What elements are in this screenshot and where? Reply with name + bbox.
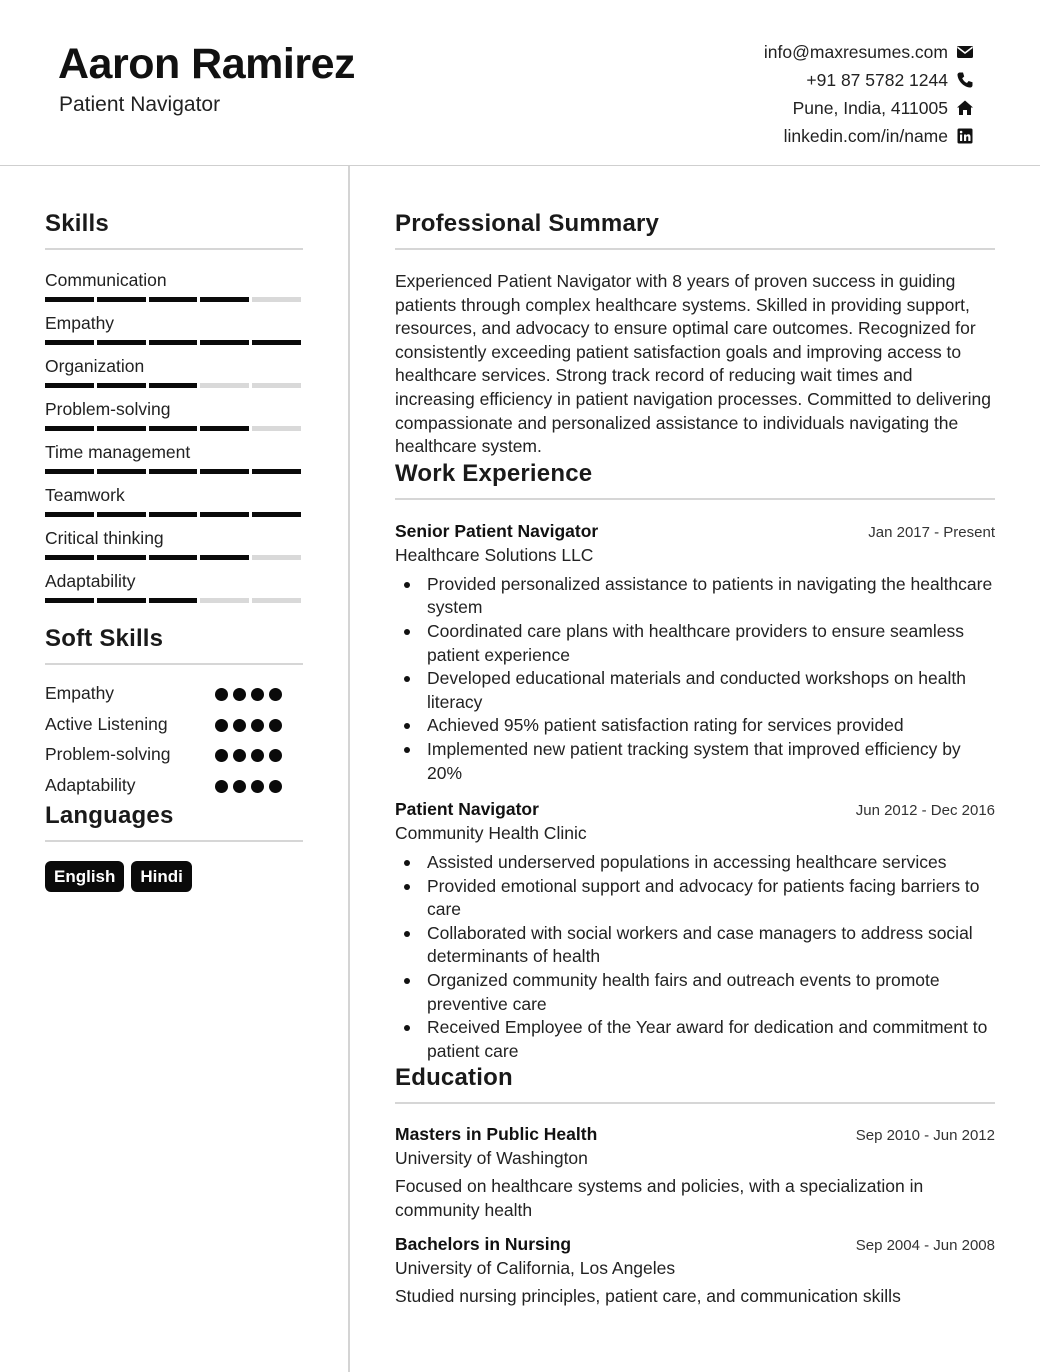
contact-phone-text: +91 87 5782 1244 [806,69,948,90]
rating-dot [233,688,246,701]
rating-dot [251,749,264,762]
rating-dot [233,749,246,762]
education-description: Studied nursing principles, patient care, and communication skills [395,1285,901,1306]
skill-level-segment [252,512,301,517]
experience-list [395,521,995,1064]
skill-level-segment [45,598,94,603]
job-bullet: Coordinated care plans with healthcare providers to ensure seamless patient experience [427,620,995,667]
main-content [395,210,995,1308]
soft-skill-name: Adaptability [45,774,136,795]
skill-level-segment [97,598,146,603]
job-role: Senior Patient Navigator [395,520,599,541]
job-entry [395,799,995,1063]
soft-skill-rating [215,749,295,763]
job-bullet: Organized community health fairs and outreach events to promote preventive care [427,969,995,1016]
rating-dot [251,780,264,793]
skill-level-segment [200,340,249,345]
phone-icon [956,71,974,89]
language-tag: English [45,861,124,892]
contact-address-text: Pune, India, 411005 [792,97,948,118]
skill-level-segment [45,297,94,302]
skill-level-segment [252,426,301,431]
skill-level-bar [45,555,301,560]
soft-skills-heading: Soft Skills [45,625,303,665]
rating-dot [269,688,282,701]
skill-level-bar [45,598,301,603]
skills-list [45,269,303,613]
job-bullet: Developed educational materials and conducted workshops on health literacy [427,667,995,714]
skill-level-segment [97,555,146,560]
skill-name: Time management [45,442,191,462]
soft-skill-rating [215,688,295,702]
skill-level-bar [45,469,301,474]
skill-name: Adaptability [45,571,136,591]
skill-level-segment [252,383,301,388]
job-bullet: Provided personalized assistance to patients in navigating the healthcare system [427,573,995,620]
skill-item [45,570,303,613]
skills-heading: Skills [45,210,303,250]
skill-item [45,441,303,484]
skill-level-segment [45,383,94,388]
rating-dot [215,719,228,732]
soft-skill-name: Active Listening [45,713,168,734]
rating-dot [233,780,246,793]
skill-level-segment [45,426,94,431]
job-bullet: Collaborated with social workers and case managers to address social determinants of health [427,922,995,969]
candidate-name: Aaron Ramirez [58,40,355,88]
rating-dot [215,688,228,701]
summary-text: Experienced Patient Navigator with 8 years of proven success in guiding patients through complex healthcare systems. Skilled in providing support, resources, and advocacy to ensure optimal care outcomes. Recognized for consistently exceeding patient satisfaction goals and improving access to healthcare services. Strong track record of reducing wait times and increasing efficiency in patient navigation processes. Committed to delivering compassionate and personalized assistance to individuals navigating the healthcare system. [395,271,991,457]
education-header [395,1234,995,1255]
rating-dot [233,719,246,732]
skill-level-segment [149,297,198,302]
skill-level-bar [45,426,301,431]
education-entry [395,1234,995,1309]
skill-level-segment [252,555,301,560]
job-header [395,521,995,542]
job-bullet: Assisted underserved populations in accessing healthcare services [427,851,995,875]
skill-level-bar [45,340,301,345]
soft-skill-rating [215,719,295,733]
job-bullet: Achieved 95% patient satisfaction rating for services provided [427,714,995,738]
skill-level-segment [45,469,94,474]
summary-heading: Professional Summary [395,210,995,250]
skill-level-segment [97,297,146,302]
skill-item [45,398,303,441]
soft-skill-item [45,740,303,771]
job-bullet: Provided emotional support and advocacy for patients facing barriers to care [427,875,995,922]
soft-skill-item [45,710,303,741]
rating-dot [215,780,228,793]
soft-skills-list [45,679,303,801]
skill-item [45,527,303,570]
skill-level-segment [252,340,301,345]
job-dates: Jan 2017 - Present [868,523,995,541]
language-tag: Hindi [131,861,192,892]
column-divider [348,166,350,1372]
job-header [395,799,995,820]
skill-item [45,269,303,312]
education-description: Focused on healthcare systems and policies, with a specialization in community health [395,1176,924,1221]
job-dates: Jun 2012 - Dec 2016 [855,802,995,820]
skill-name: Critical thinking [45,528,164,548]
contact-list [764,38,974,150]
education-entry [395,1124,995,1222]
skill-name: Problem-solving [45,399,171,419]
skill-level-segment [97,426,146,431]
rating-dot [251,719,264,732]
job-company: Community Health Clinic [395,823,587,844]
job-bullets [395,851,995,1063]
skill-level-segment [149,555,198,560]
job-company: Healthcare Solutions LLC [395,544,594,565]
skill-level-segment [97,512,146,517]
skill-level-segment [149,340,198,345]
skill-level-segment [45,340,94,345]
languages-heading: Languages [45,802,303,842]
rating-dot [269,719,282,732]
education-degree: Masters in Public Health [395,1124,598,1145]
job-bullet: Implemented new patient tracking system that improved efficiency by 20% [427,738,995,785]
rating-dot [251,688,264,701]
skill-item [45,484,303,527]
job-bullets [395,573,995,785]
contact-linkedin-text: linkedin.com/in/name [783,125,948,146]
contact-address [764,94,974,122]
skill-level-segment [97,340,146,345]
soft-skill-rating [215,780,295,794]
skill-level-segment [149,383,198,388]
candidate-title: Patient Navigator [59,93,221,116]
education-dates: Sep 2010 - Jun 2012 [855,1127,995,1145]
skill-level-segment [200,383,249,388]
skill-level-segment [252,598,301,603]
skill-level-segment [200,426,249,431]
skill-level-segment [200,555,249,560]
education-school: University of Washington [395,1148,588,1169]
skill-level-bar [45,297,301,302]
job-entry [395,521,995,785]
education-degree: Bachelors in Nursing [395,1233,572,1254]
contact-linkedin[interactable] [764,122,974,150]
contact-email-text: info@maxresumes.com [763,41,948,62]
skill-item [45,355,303,398]
skill-level-segment [252,469,301,474]
education-header [395,1124,995,1145]
home-icon [956,99,974,117]
soft-skill-item [45,679,303,710]
linkedin-icon [956,127,974,145]
education-list [395,1124,995,1308]
skill-name: Empathy [45,313,115,333]
skill-level-segment [149,598,198,603]
job-bullet: Received Employee of the Year award for dedication and commitment to patient care [427,1016,995,1063]
skill-level-bar [45,383,301,388]
contact-phone[interactable] [764,66,974,94]
skill-level-segment [149,512,198,517]
soft-skill-name: Problem-solving [45,744,171,764]
languages-list [45,861,303,892]
contact-email[interactable] [764,38,974,66]
skill-level-segment [45,555,94,560]
skill-level-segment [97,469,146,474]
rating-dot [215,749,228,762]
education-dates: Sep 2004 - Jun 2008 [855,1236,995,1254]
soft-skill-name: Empathy [45,683,115,703]
job-role: Patient Navigator [395,799,539,820]
sidebar [45,210,303,892]
skill-level-segment [200,297,249,302]
education-school: University of California, Los Angeles [395,1257,676,1278]
resume-header [0,0,1040,166]
skill-item [45,312,303,355]
skill-level-bar [45,512,301,517]
skill-level-segment [200,512,249,517]
skill-level-segment [149,469,198,474]
skill-name: Communication [45,270,167,290]
skill-level-segment [97,383,146,388]
soft-skill-item [45,771,303,802]
skill-level-segment [200,598,249,603]
rating-dot [269,749,282,762]
rating-dot [269,780,282,793]
skill-level-segment [45,512,94,517]
envelope-icon [956,43,974,61]
experience-heading: Work Experience [395,460,995,500]
education-heading: Education [395,1064,995,1104]
skill-level-segment [200,469,249,474]
skill-level-segment [252,297,301,302]
skill-name: Teamwork [45,485,125,505]
skill-level-segment [149,426,198,431]
skill-name: Organization [45,356,145,376]
